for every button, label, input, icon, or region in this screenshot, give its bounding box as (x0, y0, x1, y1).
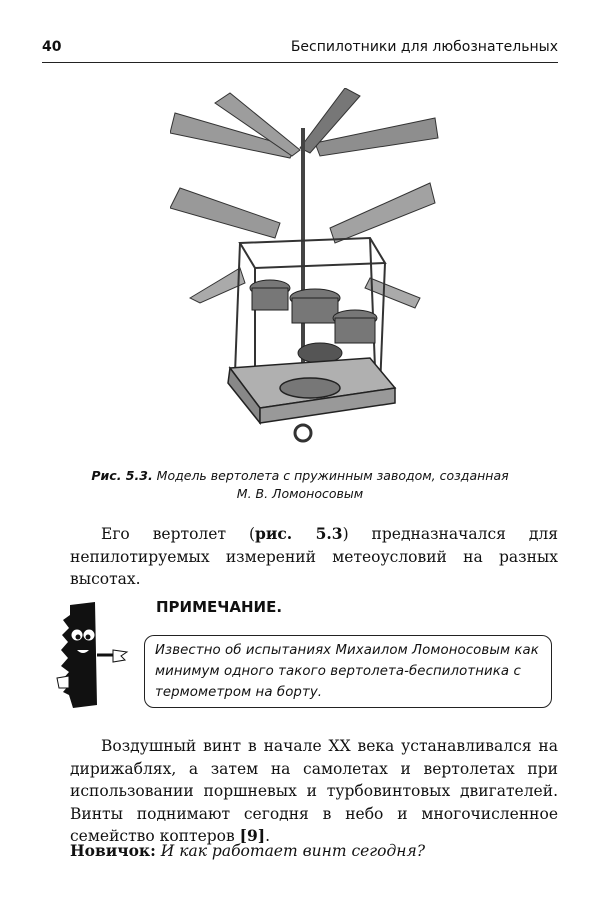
mascot-icon (55, 600, 135, 710)
running-title: Беспилотники для любознательных (290, 39, 558, 55)
helicopter-model-illustration (170, 88, 440, 458)
note-text: Известно об испытаниях Михаилом Ломоносовым как минимум одного такого вертолета-беспилотника с термометром на борту. (155, 643, 539, 700)
figure-caption (60, 467, 540, 503)
caption-text: Модель вертолета с пружинным заводом, созданная (152, 468, 509, 483)
dialog-speaker: Новичок: (70, 841, 156, 860)
paragraph-text: ) предназначался для непилотируемых измерений метеоусловий на разных высотах. (70, 525, 559, 588)
page-header (42, 36, 558, 63)
figure-reference: рис. 5.3 (255, 524, 343, 543)
citation-reference: [9] (239, 826, 266, 845)
dialog-line (70, 840, 558, 863)
caption-label: Рис. 5.3. (91, 468, 153, 483)
dialog-text: И как работает винт сегодня? (155, 842, 426, 860)
paragraph-text: . (265, 827, 271, 845)
page-number: 40 (42, 39, 62, 55)
paragraph (70, 523, 558, 591)
paragraph-text: Его вертолет ( (101, 525, 256, 543)
caption-line2: М. В. Ломоносовым (236, 486, 364, 501)
note-heading: ПРИМЕЧАНИЕ. (156, 598, 283, 616)
note-box (144, 635, 552, 708)
paragraph-text: Воздушный винт в начале XX века устанавливался на дирижаблях, а затем на самолетах и вертолетах при использовании поршневых и турбовинтовых двигателей. Винты поднимают сегодня в небо и многочисленное семейство коптеров (70, 737, 558, 845)
paragraph (70, 735, 558, 848)
